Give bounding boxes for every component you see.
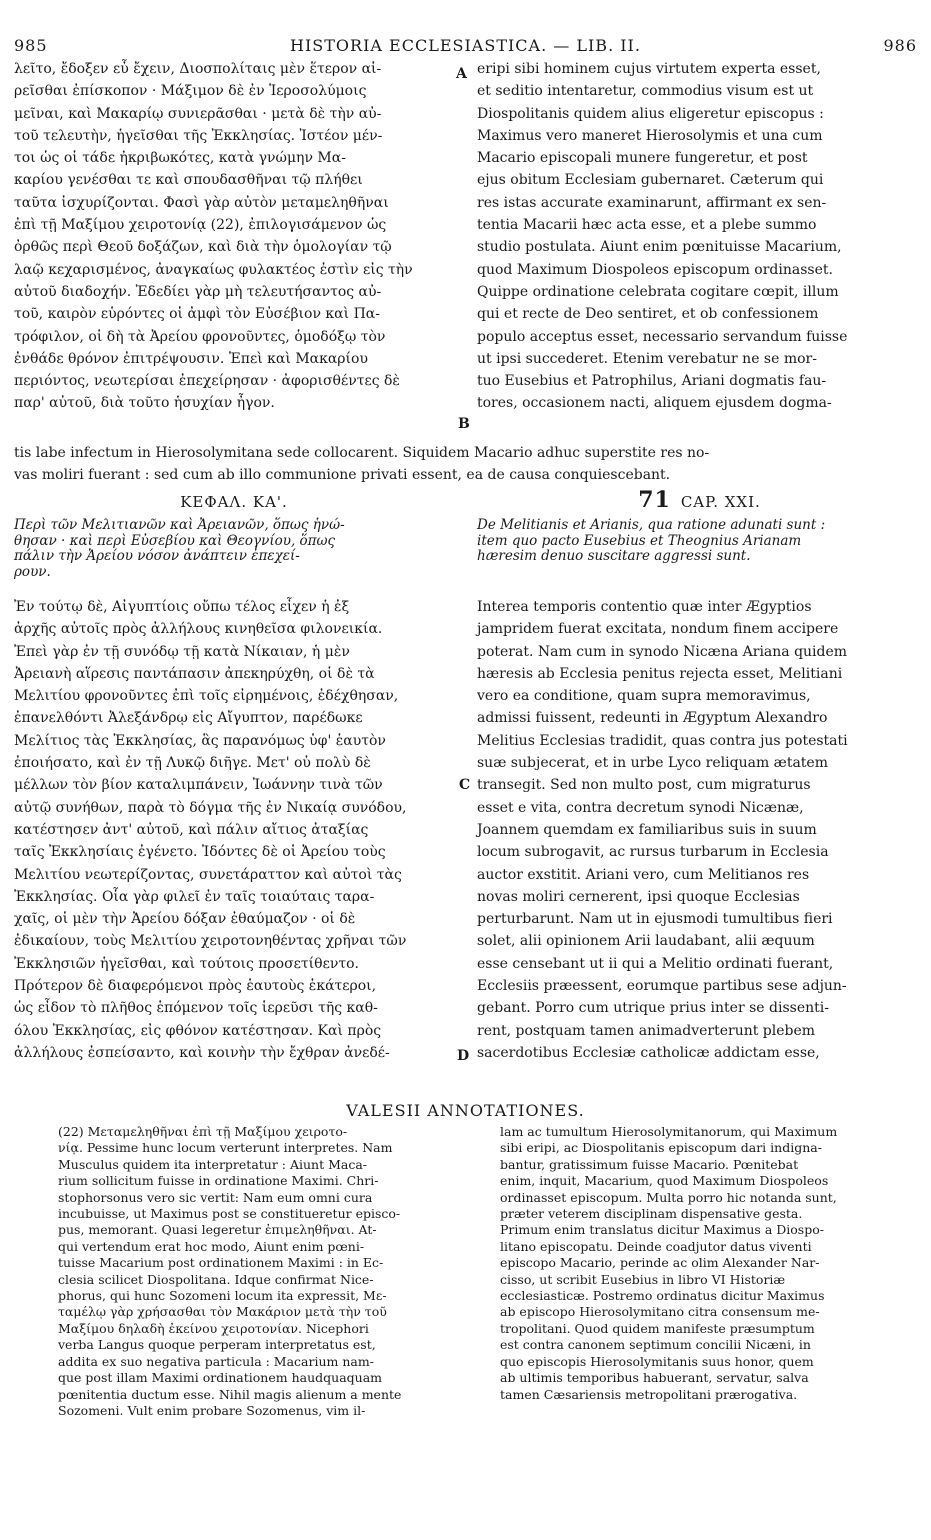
annotation-line: incubuisse, ut Maximus post se constitueretur episco- [58, 1206, 401, 1222]
latin-text-body [477, 596, 922, 1064]
annotation-line: phorus, qui hunc Sozomeni locum ita expressit, Με- [58, 1288, 387, 1304]
text-line: sacerdotibus Ecclesiæ catholicæ addictam esse, [477, 1044, 820, 1061]
latin-chapter-number: 71 [638, 487, 671, 513]
text-line: λαῷ κεχαρισμένος, ἀναγκαίως φυλακτέος ἐστὶν εἰς τὴν [14, 261, 413, 278]
text-line: admissi fuissent, redeunti in Ægyptum Alexandro [477, 710, 828, 727]
annotation-line: ab episcopo Hierosolymitano citra consensum me- [500, 1304, 820, 1320]
text-line: ὀρθῶς περὶ Θεοῦ δοξάζων, καὶ διὰ τὴν ὁμολογίαν τῷ [14, 239, 392, 256]
text-line: ταῖς Ἐκκλησίαις ἐγένετο. Ἰδόντες δὲ οἱ Ἀρείου τοὺς [14, 844, 386, 861]
text-line: Diospolitanis quidem alius eligeretur episcopus : [477, 105, 824, 122]
text-line: tentia Macarii hæc acta esse, et a plebe summo [477, 217, 817, 234]
text-line: Ἀρειανὴ αἵρεσις παντάπασιν ἀπεκηρύχθη, οἱ δὲ τὰ [14, 665, 375, 682]
text-line: ἐπανελθόντι Ἀλεξάνδρῳ εἰς Αἴγυπτον, παρέδωκε [14, 710, 363, 727]
text-line: quod Maximum Diospoleos episcopum ordinasset. [477, 261, 833, 278]
latin-text-top [477, 58, 922, 415]
text-line: transegit. Sed non multo post, cum migraturus [477, 777, 811, 794]
greek-chapter-heading: ΚΕΦΑΛ. ΚΑ'. [180, 493, 288, 511]
greek-chapter-summary [14, 518, 454, 580]
text-line: Ἐν τούτῳ δὲ, Αἰγυπτίοις οὔπω τέλος εἶχεν ἡ ἐξ [14, 599, 350, 615]
text-line: αὐτοῦ διαδοχήν. Ἐδεδίει γὰρ μὴ τελευτήσαντος αὐ- [14, 283, 382, 300]
annotation-line: est contra canonem septimum concilii Nicæni, in [500, 1337, 811, 1353]
full-width-text [14, 442, 922, 486]
text-line: tis labe infectum in Hierosolymitana sede collocarent. Siquidem Macario adhuc superstite res no- [14, 445, 710, 461]
annotation-line: stophorsonus vero sic vertit: Nam eum omni cura [58, 1189, 373, 1205]
text-line: ἐπὶ τῇ Μαξίμου χειροτονίᾳ (22), ἐπιλογισάμενον ὡς [14, 217, 387, 234]
text-line: λεῖτο, ἔδοξεν εὖ ἔχειν, Διοσπολίταις μὲν ἕτερον αἱ- [14, 61, 382, 77]
summary-line: ρουν. [14, 563, 51, 580]
text-line: qui et recte de Deo sentiret, et ob confessionem [477, 306, 819, 323]
text-line: ταῦτα ἰσχυρίζονται. Φασὶ γὰρ αὐτὸν μεταμεληθῆναι [14, 194, 389, 211]
summary-line: θησαν · καὶ περὶ Εὐσεβίου καὶ Θεογνίου, ὅπως [14, 532, 336, 549]
annotation-line: sibi eripi, ac Diospolitanis episcopum dari indigna- [500, 1140, 822, 1156]
text-line: Melitius Ecclesias tradidit, quas contra jus potestati [477, 732, 848, 749]
summary-line: πάλιν τὴν Ἀρείου νόσον ἀνάπτειν ἐπεχεί- [14, 548, 300, 564]
annotation-line: Μαξίμου δηλαδὴ ἐκείνου χειροτονίαν. Nicephori [58, 1320, 369, 1336]
margin-letter-b: B [458, 416, 470, 432]
text-line: Μελίτιος τὰς Ἐκκλησίας, ἃς παρανόμως ὑφ' ἑαυτὸν [14, 732, 386, 749]
page-number-right: 986 [883, 36, 917, 55]
annotation-line: bantur, gratissimum fuisse Macario. Pœnitebat [500, 1156, 799, 1172]
annotation-line: rium sollicitum fuisse in ordinatione Maximi. Chri- [58, 1173, 379, 1189]
annotation-line: tamen Cæsariensis metropolitani prærogativa. [500, 1386, 798, 1402]
text-line: Ἐκκλησίας. Οἷα γὰρ φιλεῖ ἐν ταῖς τοιαύταις ταρα- [14, 888, 375, 905]
annotation-line: Sozomeni. Vult enim probare Sozomenus, vim il- [58, 1402, 366, 1418]
text-line: tuo Eusebius et Patrophilus, Ariani dogmatis fau- [477, 373, 827, 390]
text-line: perturbarunt. Nam ut in ejusmodi tumultibus fieri [477, 911, 833, 928]
annotation-line: præter veterem disciplinam dispensative gesta. [500, 1206, 803, 1222]
annotation-line: pœnitentia ductum esse. Nihil magis alienum a mente [58, 1386, 402, 1402]
annotation-line: lam ac tumultum Hierosolymitanorum, qui Maximum [500, 1124, 838, 1139]
text-line: κατέστησεν ἀντ' αὐτοῦ, καὶ πάλιν αἴτιος ἀταξίας [14, 821, 369, 838]
annotations-title: VALESII ANNOTATIONES. [346, 1101, 585, 1120]
annotation-line: ecclesiasticæ. Postremo ordinatus dicitur Maximus [500, 1288, 825, 1304]
text-line: novas moliri cernerent, ipsi quoque Ecclesias [477, 888, 800, 905]
latin-chapter-heading [477, 487, 922, 513]
latin-chapter-label: CAP. XXI. [680, 493, 761, 511]
annotation-line: ordinasset episcopum. Multa porro hic notanda sunt, [500, 1189, 837, 1205]
text-line: ρεῖσθαι ἐπίσκοπον · Μάξιμον δὲ ἐν Ἱεροσολύμοις [14, 83, 367, 100]
text-line: παρ' αὐτοῦ, διὰ τοῦτο ἡσυχίαν ἦγον. [14, 395, 275, 412]
text-line: χαῖς, οἱ μὲν τὴν Ἀρείου δόξαν ἐθαύμαζον · οἱ δὲ [14, 911, 356, 928]
text-line: Maximus vero maneret Hierosolymis et una cum [477, 127, 823, 144]
text-line: Ἐπεὶ γὰρ ἐν τῇ συνόδῳ τῇ κατὰ Νίκαιαν, ἡ μὲν [14, 643, 350, 660]
annotation-line: enim, inquit, Macarium, quod Maximum Diospoleos [500, 1173, 829, 1189]
annotation-line: tuisse Macarium post ordinationem Maximi : in Ec- [58, 1255, 384, 1271]
text-line: ἀλλήλους ἐσπείσαντο, καὶ κοινὴν τὴν ἔχθραν ἀνεδέ- [14, 1044, 390, 1061]
text-line: τοῦ, καιρὸν εὑρόντες οἱ ἀμφὶ τὸν Εὐσέβιον καὶ Πα- [14, 306, 380, 323]
text-line: ἐδικαίουν, τοὺς Μελιτίου χειροτονηθέντας χρῆναι τῶν [14, 933, 407, 950]
text-line: suæ subjecerat, et in urbe Lyco reliquam ætatem [477, 755, 828, 772]
summary-line: De Melitianis et Arianis, qua ratione adunati sunt : [477, 517, 826, 533]
annotation-line: cisso, ut scribit Eusebius in libro VI Historiæ [500, 1271, 786, 1287]
summary-line: hæresim denuo suscitare aggressi sunt. [477, 548, 751, 564]
text-line: ejus obitum Ecclesiam gubernaret. Cæterum qui [477, 172, 824, 189]
summary-line: Περὶ τῶν Μελιτιανῶν καὶ Ἀρειανῶν, ὅπως ἡνώ- [14, 517, 345, 533]
text-line: όλου Ἐκκλησίας, εἰς φθόνον κατέστησαν. Καὶ πρὸς [14, 1022, 382, 1039]
text-line: ἐποιήσατο, καὶ ἐν τῇ Λυκῷ διῆγε. Μετ' οὐ πολὺ δὲ [14, 755, 371, 772]
text-line: poterat. Nam cum in synodo Nicæna Ariana quidem [477, 643, 848, 660]
annotations-left-column [58, 1124, 401, 1419]
page-header [14, 36, 917, 58]
annotation-line: ab ultimis temporibus habuerant, servatur, salva [500, 1370, 809, 1386]
text-line: αὐτῷ συνήθων, παρὰ τὸ δόγμα τῆς ἐν Νικαίᾳ συνόδου, [14, 799, 407, 816]
margin-letter-c: C [459, 777, 471, 793]
annotation-line: Primum enim translatus dicitur Maximus a Diospo- [500, 1222, 824, 1238]
text-line: tores, occasionem nacti, aliquem ejusdem dogma- [477, 395, 832, 412]
text-line: rent, postquam tamen animadverterunt plebem [477, 1022, 816, 1039]
text-line: jampridem fuerat excitata, nondum finem accipere [477, 621, 839, 638]
text-line: res istas accurate examinarunt, affirmant ex sen- [477, 194, 827, 211]
text-line: μεῖναι, καὶ Μακαρίῳ συνιερᾶσθαι · μετὰ δὲ τὴν αὐ- [14, 105, 382, 122]
latin-chapter-summary [477, 518, 922, 565]
text-line: ὡς εἶδον τὸ πλῆθος ἑπόμενον τοῖς ἱερεῦσι τῆς καθ- [14, 1000, 378, 1017]
text-line: Ἐκκλησιῶν ἡγεῖσθαι, καὶ τούτοις προσετίθεντο. [14, 955, 359, 972]
text-line: solet, alii opinionem Arii laudabant, alii æquum [477, 933, 815, 950]
summary-line: item quo pacto Eusebius et Theognius Arianam [477, 532, 802, 549]
text-line: Πρότερον δὲ διαφερόμενοι πρὸς ἑαυτοὺς ἑκάτεροι, [14, 978, 377, 995]
text-line: esse censebant ut ii qui a Melitio ordinati fuerant, [477, 955, 834, 972]
text-line: vas moliri fuerant : sed cum ab illo communione privati essent, ea de causa conquiescebant. [14, 467, 671, 483]
annotation-line: (22) Μεταμεληθῆναι ἐπὶ τῇ Μαξίμου χειροτο- [58, 1124, 348, 1139]
text-line: et seditio intentaretur, commodius visum est ut [477, 83, 814, 100]
annotation-line: addita ex suo negativa particula : Macarium nam- [58, 1353, 374, 1369]
text-line: locum subrogavit, ac rursus turbarum in Ecclesia [477, 844, 829, 861]
margin-letter-d: D [457, 1048, 470, 1064]
text-line: Μελιτίου φρονοῦντες ἐπὶ τοῖς εἰρημένοις, ἐδέχθησαν, [14, 688, 399, 705]
text-line: τοι ὡς οἱ τάδε ἠκριβωκότες, κατὰ γνώμην Μα- [14, 150, 346, 167]
text-line: auctor exstitit. Ariani vero, cum Melitianos res [477, 866, 810, 883]
text-line: hæresis ab Ecclesia penitus rejecta esset, Melitiani [477, 665, 843, 682]
text-line: populo acceptus esset, necessario servandum fuisse [477, 328, 848, 345]
text-line: Quippe ordinatione celebrata cogitare cœpit, illum [477, 283, 839, 300]
text-line: Μελιτίου νεωτερίζοντας, συνετάραττον καὶ αὐτοὶ τὰς [14, 866, 402, 883]
annotation-line: Musculus quidem ita interpretatur : Aiunt Maca- [58, 1156, 368, 1172]
annotation-line: tropolitani. Quod quidem manifeste præsumptum [500, 1320, 815, 1336]
annotation-line: ταμέλῳ γὰρ χρήσασθαι τὸν Μακάριον μετὰ τὴν τοῦ [58, 1304, 387, 1320]
annotation-line: pus, memorant. Quasi legeretur ἐπιμεληθῆναι. At- [58, 1222, 377, 1238]
text-line: τοῦ τελευτὴν, ἡγεῖσθαι τῆς Ἐκκλησίας. Ἰστέον μέν- [14, 127, 383, 144]
text-line: ἐνθάδε θρόνον ἐπιτρέψουσιν. Ἐπεὶ καὶ Μακαρίου [14, 350, 368, 367]
text-line: Macario episcopali munere fungeretur, et post [477, 150, 808, 167]
text-line: Ecclesiis præessent, eorumque partibus sese adjun- [477, 978, 847, 995]
text-line: eripi sibi hominem cujus virtutem experta esset, [477, 61, 821, 77]
annotation-line: νίᾳ. Pessime hunc locum verterunt interpretes. Nam [58, 1140, 393, 1156]
annotation-line: episcopo Macario, perinde ac olim Alexander Nar- [500, 1255, 820, 1271]
annotation-line: qui vertendum erat hoc modo, Aiunt enim pœni- [58, 1238, 365, 1254]
text-line: καρίου γενέσθαι τε καὶ σπουδασθῆναι τῷ πλήθει [14, 172, 363, 189]
annotations-right-column [500, 1124, 837, 1403]
annotation-line: verba Langus quoque perperam interpretatus est, [58, 1337, 376, 1353]
annotation-line: quo episcopis Hierosolymitanis suus honor, quem [500, 1353, 814, 1369]
text-line: gebant. Porro cum utrique prius inter se dissenti- [477, 1000, 829, 1017]
greek-text-top [14, 58, 454, 415]
text-line: τρόφιλον, οἱ δὴ τὰ Ἀρείου φρονοῦντες, ὁμοδόξῳ τὸν [14, 328, 386, 345]
running-title: HISTORIA ECCLESIASTICA. — LIB. II. [290, 36, 641, 55]
annotation-line: clesia scilicet Diospolitana. Idque confirmat Nice- [58, 1271, 374, 1287]
text-line: μέλλων τὸν βίον καταλιμπάνειν, Ἰωάννην τινὰ τῶν [14, 777, 383, 794]
text-line: studio postulata. Aiunt enim pœnituisse Macarium, [477, 239, 842, 256]
text-line: περιόντος, νεωτερίσαι ἐπεχείρησαν · ἀφορισθέντες δὲ [14, 373, 400, 390]
text-line: esset e vita, contra decretum synodi Nicænæ, [477, 799, 804, 816]
greek-text-body [14, 596, 454, 1064]
margin-letter-a: A [456, 66, 467, 82]
page-number-left: 985 [14, 36, 48, 55]
text-line: ut ipsi succederet. Etenim verebatur ne se mor- [477, 350, 817, 367]
text-line: Joannem quemdam ex familiaribus suis in suum [477, 821, 817, 838]
annotation-line: que post illam Maximi ordinationem haudquaquam [58, 1370, 382, 1386]
text-line: Interea temporis contentio quæ inter Ægyptios [477, 599, 812, 615]
text-line: ἀρχῆς αὐτοῖς πρὸς ἀλλήλους κινηθεῖσα φιλονεικία. [14, 621, 383, 638]
text-line: vero ea conditione, quam supra memoravimus, [477, 688, 811, 705]
annotation-line: litano episcopatu. Deinde coadjutor datus viventi [500, 1238, 812, 1254]
